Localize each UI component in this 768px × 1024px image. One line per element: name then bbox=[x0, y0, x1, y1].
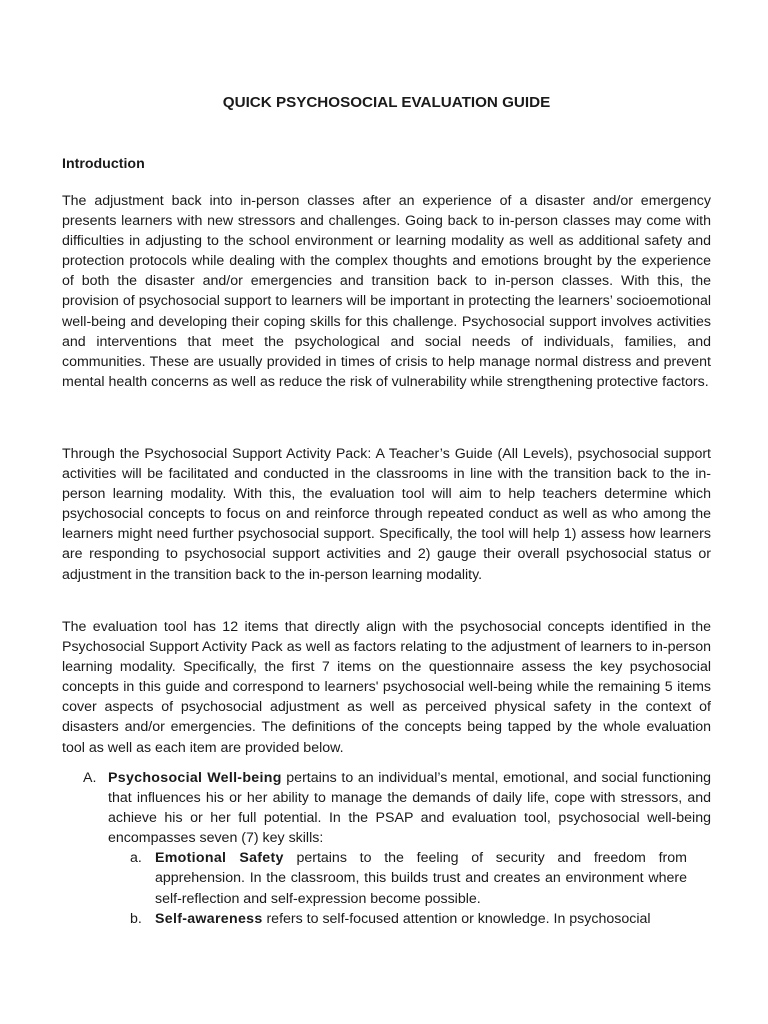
list-item-self-awareness bbox=[130, 909, 687, 929]
list-marker: b. bbox=[130, 910, 142, 927]
list-item-psychosocial-well-being bbox=[83, 768, 711, 929]
term-emotional-safety: Emotional Safety bbox=[155, 850, 284, 867]
paragraph-2: Through the Psychosocial Support Activity Pack: A Teacher’s Guide (All Levels), psychosocial support activities will be facilitated and conducted in the classrooms in line with the transition back to the in-person learning modality. With this, the evaluation tool will aim to help teachers determine which psychosocial concepts to focus on and reinforce through repeated conduct as well as who among the learners might need further psychosocial support. Specifically, the tool will help 1) assess how learners are responding to psychosocial support activities and 2) gauge their overall psychosocial status or adjustment in the transition back to the in-person learning modality. bbox=[62, 446, 711, 583]
list-marker: a. bbox=[130, 850, 142, 867]
key-skills-sublist bbox=[130, 848, 687, 928]
definition-psychosocial-well-being: pertains to an individual’s mental, emotional, and social functioning that influences his or her ability to manage the demands of daily life, cope with stressors, and achieve his or her full potential. In the PSAP and evaluation tool, psychosocial well-being encompasses seven (7) key skills: bbox=[108, 770, 711, 847]
paragraph-3: The evaluation tool has 12 items that directly align with the psychosocial concepts identified in the Psychosocial Support Activity Pack as well as factors relating to the adjustment of learners to in-person learning modality. Specifically, the first 7 items on the questionnaire assess the key psychosocial concepts in this guide and correspond to learners' psychosocial well-being while the remaining 5 items cover aspects of psychosocial adjustment as well as perceived physical safety in the context of disasters and/or emergencies. The definitions of the concepts being tapped by the whole evaluation tool as well as each item are provided below. bbox=[62, 619, 711, 756]
section-heading-introduction: Introduction bbox=[62, 156, 145, 172]
term-psychosocial-well-being: Psychosocial Well-being bbox=[108, 770, 282, 786]
document-title: QUICK PSYCHOSOCIAL EVALUATION GUIDE bbox=[222, 94, 551, 111]
paragraph-1: The adjustment back into in-person classes after an experience of a disaster and/or emergency presents learners with new stressors and challenges. Going back to in-person classes may come with difficulties in adjusting to the school environment or learning modality as well as additional safety and protection protocols while dealing with the complex thoughts and emotions brought by the experience of both the disaster and/or emergencies and transition back to in-person classes. With this, the provision of psychosocial support to learners will be important in protecting the learners’ socioemotional well-being and developing their coping skills for this challenge. Psychosocial support involves activities and interventions that meet the psychological and social needs of individuals, families, and communities. These are usually provided in times of crisis to help manage normal distress and prevent mental health concerns as well as reduce the risk of vulnerability while strengthening protective factors. bbox=[62, 193, 711, 390]
list-marker: A. bbox=[83, 770, 97, 786]
concept-list bbox=[83, 768, 711, 929]
list-item-emotional-safety bbox=[130, 848, 687, 908]
definition-emotional-safety: pertains to the feeling of security and freedom from apprehension. In the classroom, this builds trust and creates an environment where self-reflection and self-expression become possible. bbox=[155, 850, 687, 907]
term-self-awareness: Self-awareness bbox=[155, 910, 263, 927]
definition-self-awareness: refers to self-focused attention or knowledge. In psychosocial bbox=[262, 910, 651, 927]
